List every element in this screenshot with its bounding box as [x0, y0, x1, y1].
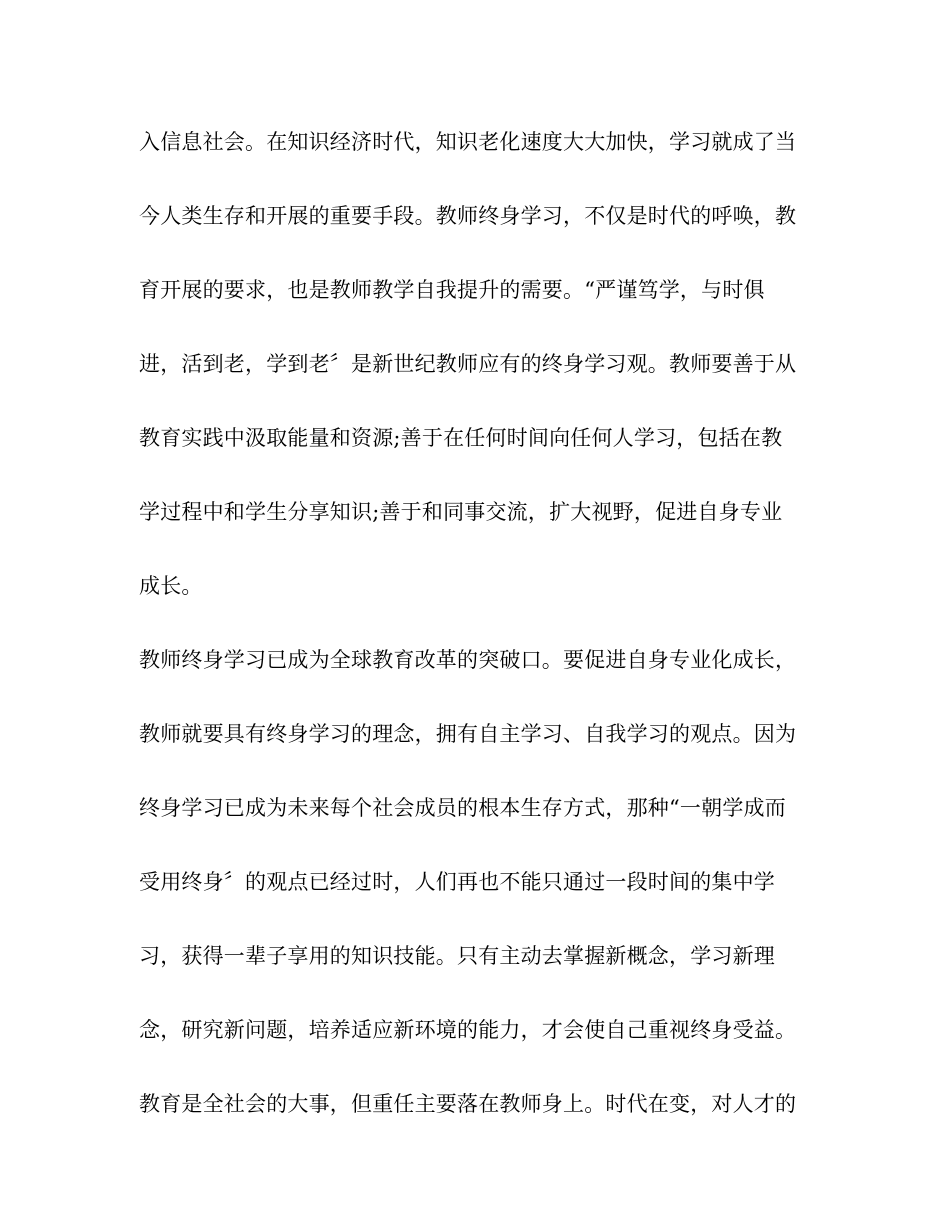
- text-line: 受用终身〞的观点已经过时，人们再也不能只通过一段时间的集中学: [139, 870, 775, 894]
- text-line: 念，研究新问题，培养适应新环境的能力，才会使自己重视终身受益。: [139, 1018, 797, 1042]
- text-line: 成长。: [139, 574, 203, 598]
- text-line: 学过程中和学生分享知识;善于和同事交流，扩大视野，促进自身专业: [139, 500, 783, 524]
- text-line: 入信息社会。在知识经济时代，知识老化速度大大加快，学习就成了当: [139, 130, 797, 154]
- text-line: 教师就要具有终身学习的理念，拥有自主学习、自我学习的观点。因为: [139, 722, 797, 746]
- text-line: 今人类生存和开展的重要手段。教师终身学习，不仅是时代的呼唤，教: [139, 204, 797, 228]
- text-line: 教育实践中汲取能量和资源;善于在任何时间向任何人学习，包括在教: [139, 426, 783, 450]
- text-line: 教师终身学习已成为全球教育改革的突破口。要促进自身专业化成长，: [139, 648, 797, 672]
- text-line: 终身学习已成为未来每个社会成员的根本生存方式，那种“一朝学成而: [139, 796, 786, 820]
- text-line: 育开展的要求，也是教师教学自我提升的需要。“严谨笃学，与时俱: [139, 278, 765, 302]
- text-line: 习，获得一辈子享用的知识技能。只有主动去掌握新概念，学习新理: [139, 944, 775, 968]
- text-line: 教育是全社会的大事，但重任主要落在教师身上。时代在变，对人才的: [139, 1092, 797, 1116]
- text-line: 进，活到老，学到老〞是新世纪教师应有的终身学习观。教师要善于从: [139, 352, 797, 376]
